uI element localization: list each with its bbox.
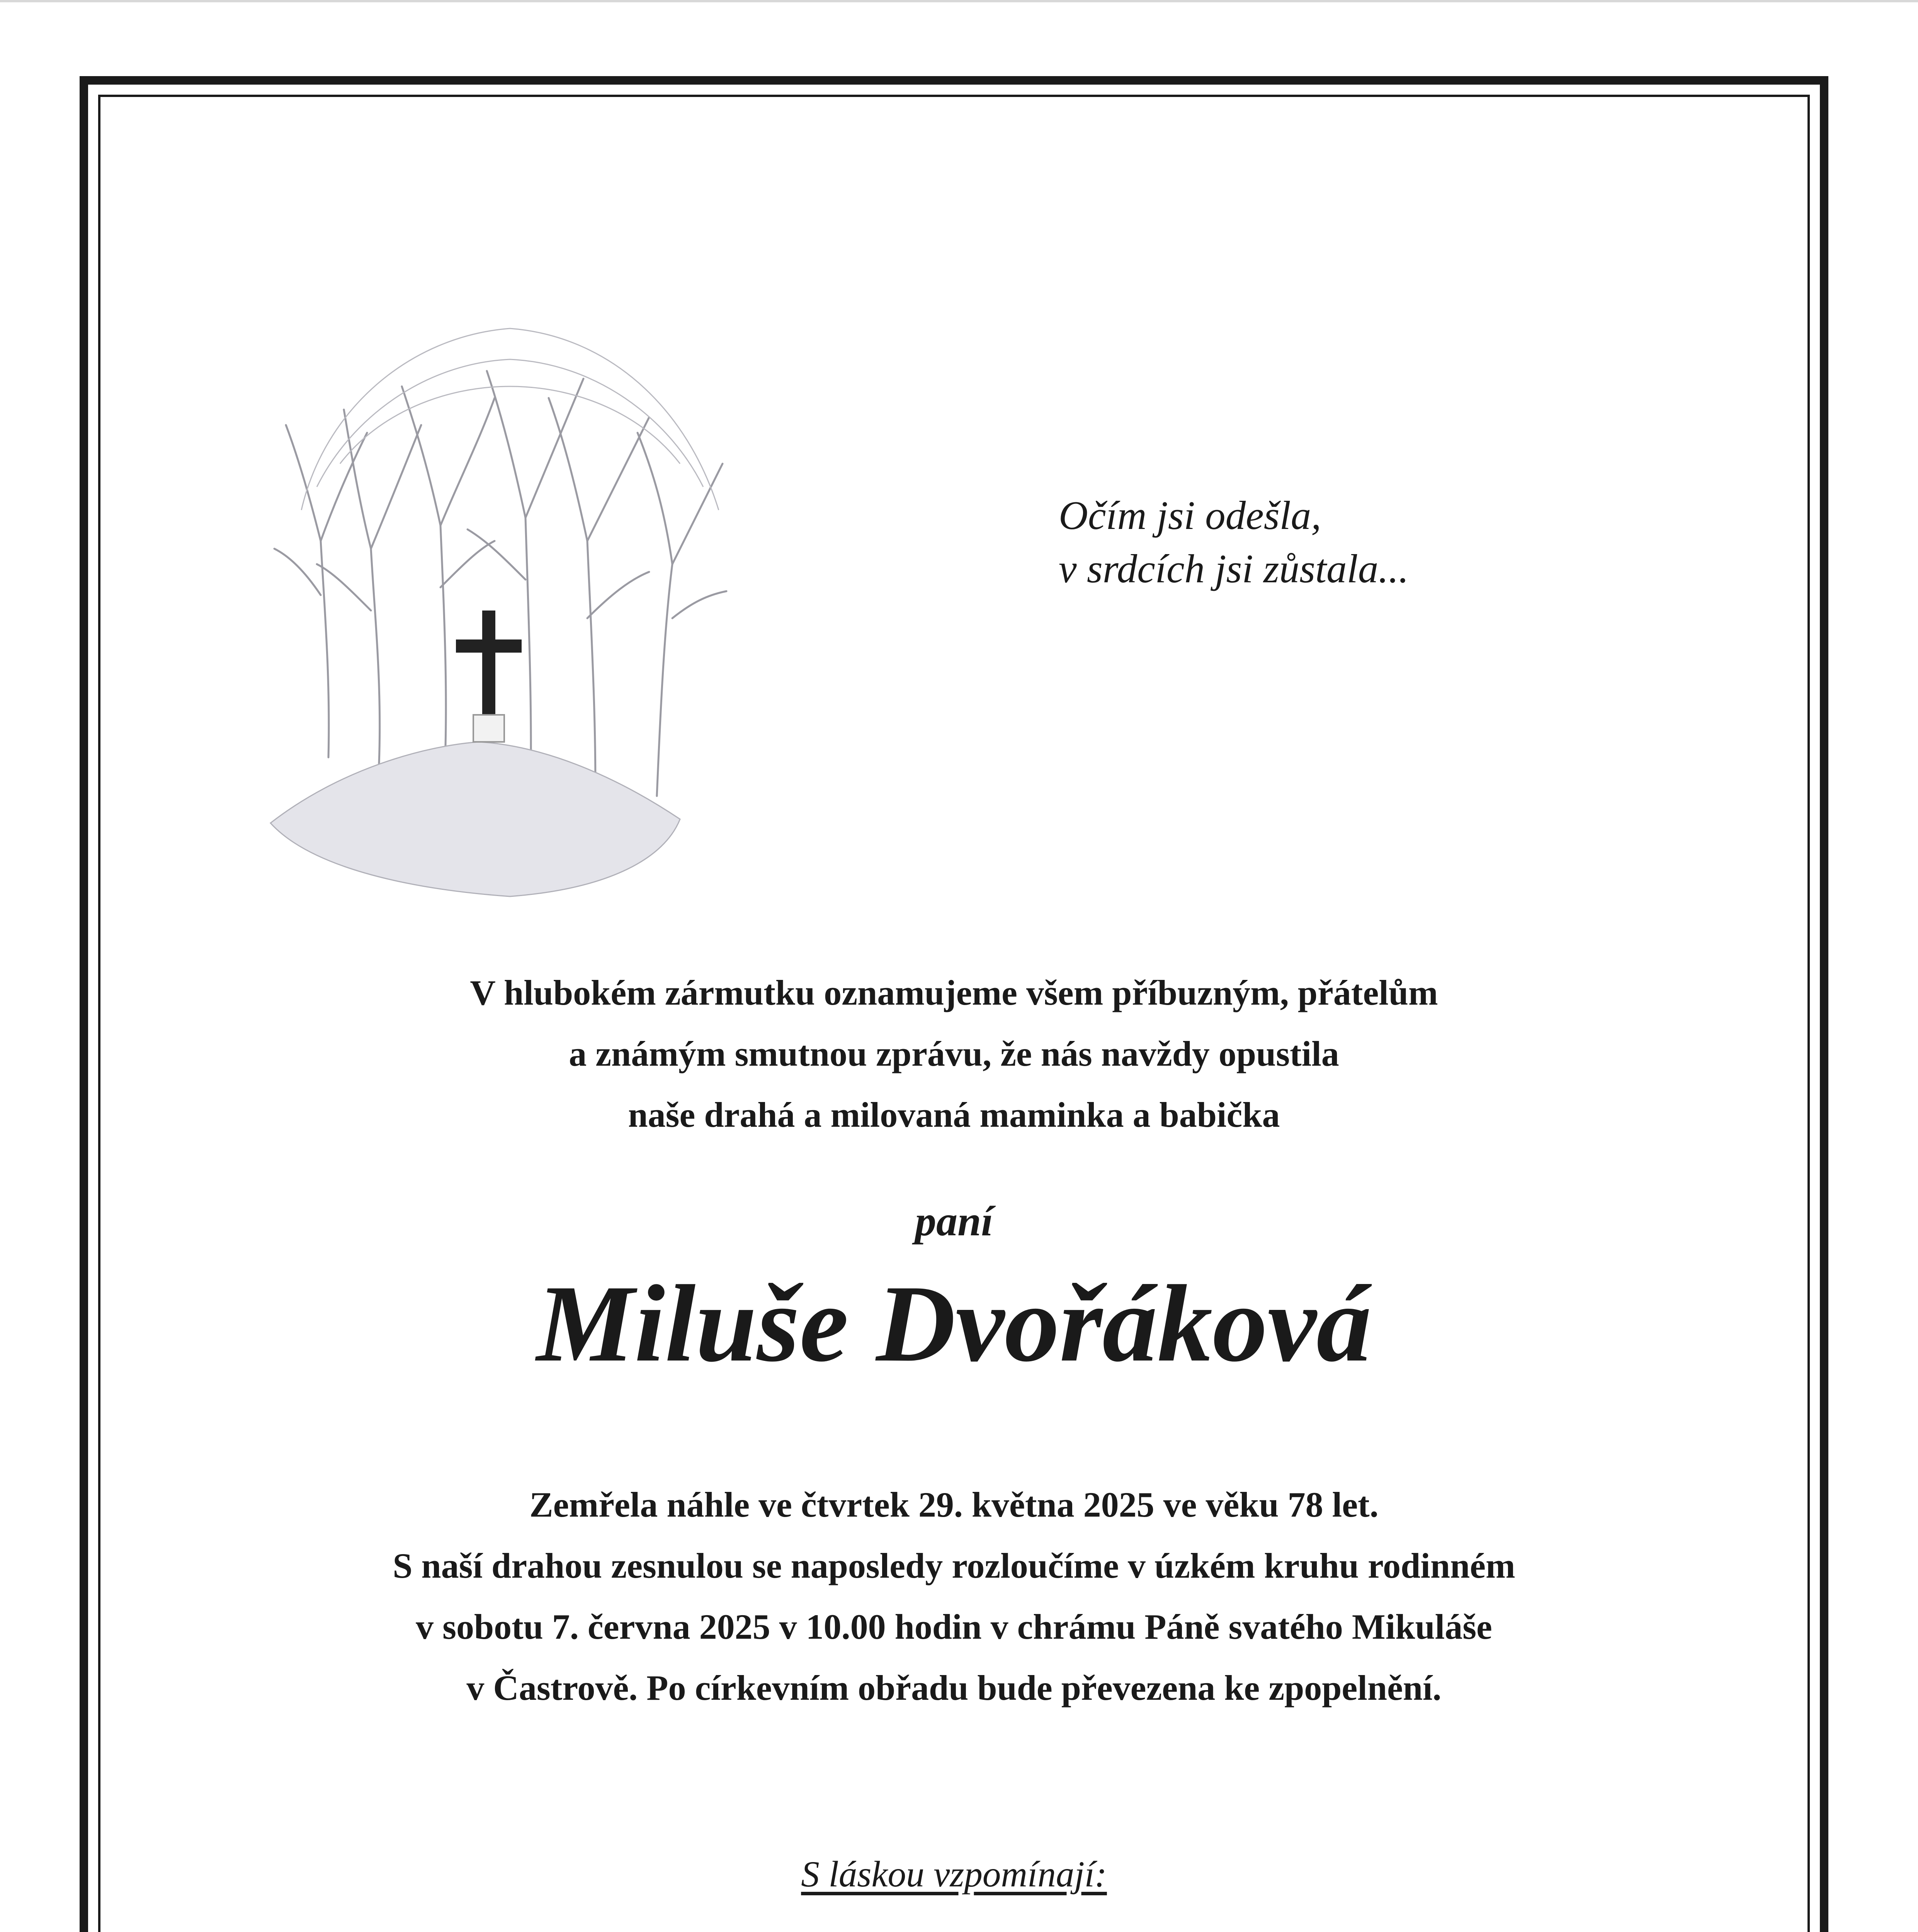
funeral-details xyxy=(98,1474,1810,1718)
deceased-name: Miluše Dvořáková xyxy=(536,1262,1372,1384)
announcement-line: V hlubokém zármutku oznamujeme všem příbuzným, přátelům xyxy=(470,973,1438,1012)
motto-line: v srdcích jsi zůstala... xyxy=(1059,546,1409,591)
page-top-rule xyxy=(0,0,1918,2)
announcement xyxy=(98,962,1810,1145)
mourner-names xyxy=(98,1928,1810,1932)
details-line: v sobotu 7. června 2025 v 10.00 hodin v chrámu Páně svatého Mikuláše xyxy=(416,1607,1492,1646)
remembrance-heading xyxy=(98,1853,1810,1895)
announcement-line: naše drahá a milovaná maminka a babička xyxy=(628,1095,1280,1134)
winter-trees-illustration xyxy=(263,270,750,927)
details-line: S naší drahou zesnulou se naposledy rozloučíme v úzkém kruhu rodinném xyxy=(393,1546,1515,1585)
honorific: paní xyxy=(915,1197,993,1245)
details-line: v Častrově. Po církevním obřadu bude převezena ke zpopelnění. xyxy=(466,1668,1442,1708)
remembrance-heading-text: S láskou vzpomínají: xyxy=(801,1854,1107,1895)
motto-verse xyxy=(1059,489,1638,595)
motto-line: Očím jsi odešla, xyxy=(1059,493,1321,538)
details-line: Zemřela náhle ve čtvrtek 29. května 2025 ve věku 78 let. xyxy=(529,1485,1379,1524)
announcement-line: a známým smutnou zprávu, že nás navždy opustila xyxy=(569,1034,1339,1073)
cross-icon xyxy=(456,611,522,742)
